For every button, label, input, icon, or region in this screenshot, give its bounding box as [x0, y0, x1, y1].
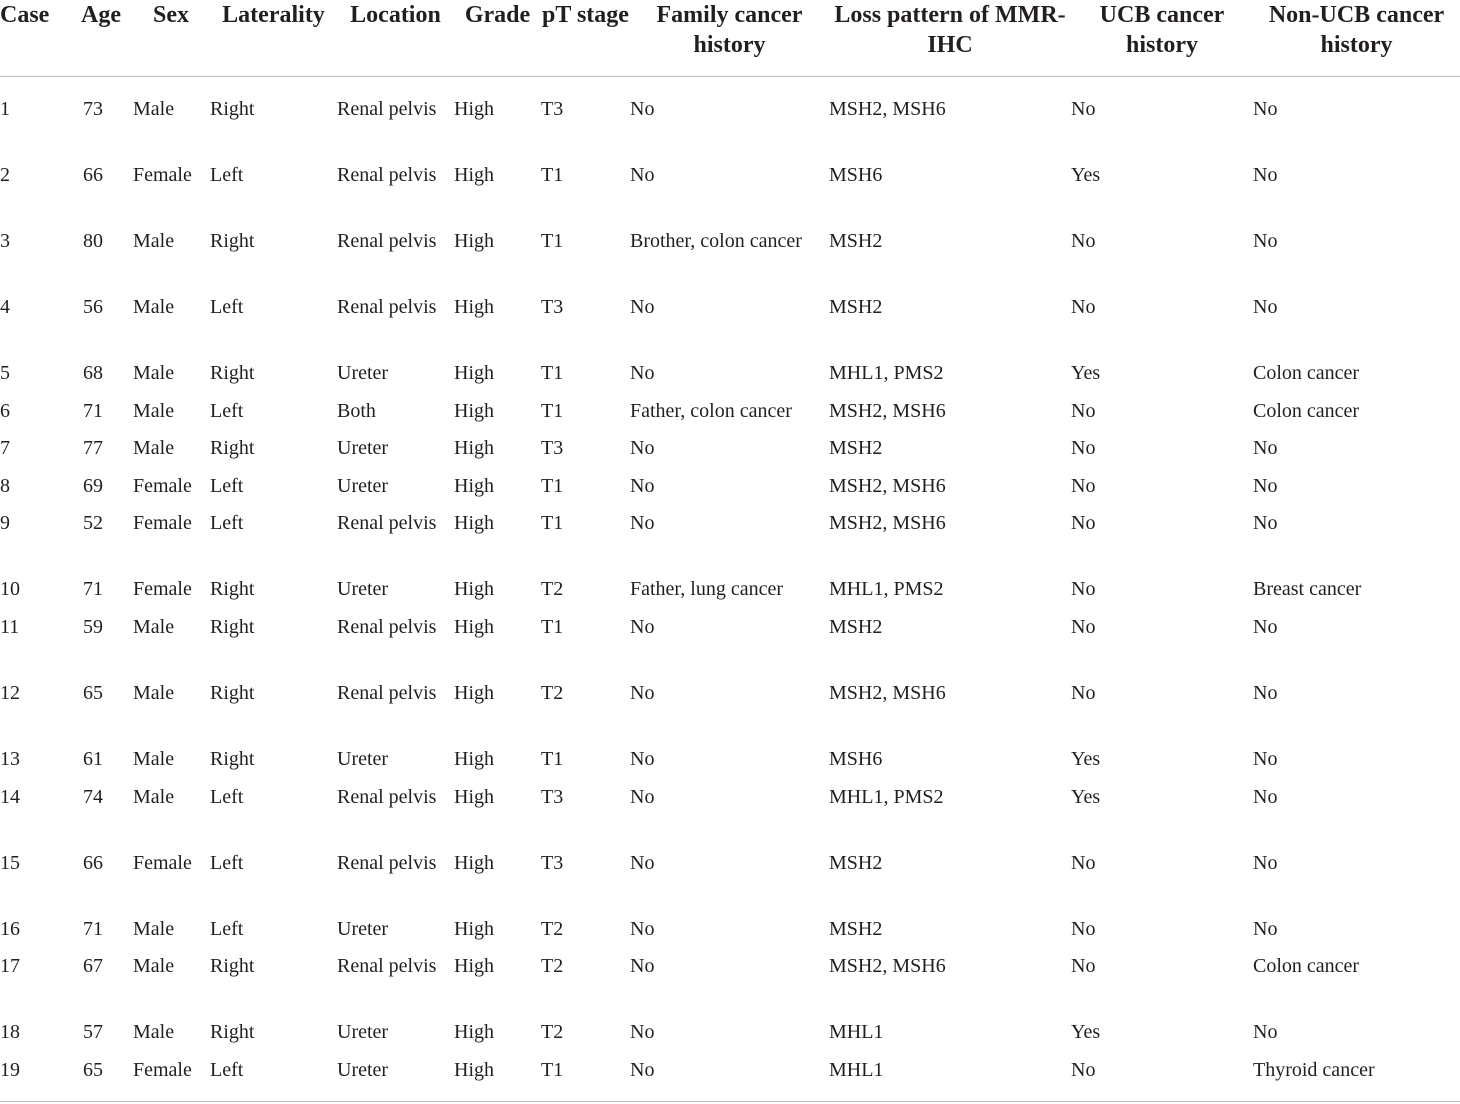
cell-pt-stage: T1: [541, 512, 564, 535]
cell-grade: High: [454, 474, 494, 497]
cell-case: 2: [0, 164, 10, 186]
cell-non-ucb-history: No: [1253, 437, 1278, 460]
cell-location: Ureter: [337, 578, 389, 601]
cell-grade: High: [454, 681, 494, 704]
cell-family-history: No: [630, 917, 655, 940]
cell-laterality: Left: [210, 296, 244, 318]
cell-location: Ureter: [337, 1021, 389, 1044]
cell-age: 52: [83, 512, 103, 535]
cell-family-history: No: [630, 1021, 655, 1044]
cell-laterality: Right: [210, 681, 255, 704]
cell-mmr-loss: MHL1, PMS2: [829, 362, 944, 384]
table-row: [0, 679, 1460, 745]
cell-case: 12: [0, 681, 20, 704]
table-row: [0, 77, 1460, 162]
cell-family-history: No: [630, 362, 655, 384]
cell-ucb-history: Yes: [1071, 747, 1101, 770]
cell-grade: High: [454, 512, 494, 535]
cell-pt-stage: T2: [541, 578, 564, 601]
cell-family-history: No: [630, 98, 655, 120]
header-location: Location: [337, 0, 454, 77]
cell-location: Renal pelvis: [337, 681, 437, 704]
cell-ucb-history: No: [1071, 955, 1096, 978]
cell-age: 77: [83, 437, 103, 460]
cell-family-history: No: [630, 296, 655, 318]
cell-case: 4: [0, 296, 10, 318]
cell-family-history: No: [630, 437, 655, 460]
cell-ucb-history: No: [1071, 578, 1096, 601]
cell-non-ucb-history: No: [1253, 98, 1278, 120]
cell-ucb-history: No: [1071, 437, 1096, 460]
cell-case: 11: [0, 615, 20, 638]
cell-location: Ureter: [337, 474, 389, 497]
cell-sex: Male: [133, 785, 175, 808]
cell-location: Renal pelvis: [337, 615, 437, 638]
cell-location: Ureter: [337, 917, 389, 940]
cell-non-ucb-history: Breast cancer: [1253, 578, 1362, 601]
table-row: [0, 397, 1460, 435]
cell-grade: High: [454, 747, 494, 770]
cell-age: 66: [83, 164, 103, 186]
cell-laterality: Right: [210, 747, 255, 770]
table-row: [0, 849, 1460, 915]
header-non-ucb-history: Non-UCB cancer history: [1253, 0, 1460, 77]
cell-sex: Female: [133, 474, 192, 497]
cell-case: 14: [0, 785, 20, 808]
cell-age: 69: [83, 474, 103, 497]
cell-sex: Female: [133, 512, 192, 535]
cell-non-ucb-history: No: [1253, 917, 1278, 940]
cell-sex: Male: [133, 917, 175, 940]
cell-age: 57: [83, 1021, 103, 1044]
cell-location: Ureter: [337, 747, 389, 770]
cell-grade: High: [454, 1058, 494, 1081]
cell-case: 7: [0, 437, 10, 460]
cell-location: Renal pelvis: [337, 98, 437, 120]
cell-sex: Male: [133, 681, 175, 704]
cell-pt-stage: T2: [541, 917, 564, 940]
cell-location: Renal pelvis: [337, 296, 437, 318]
header-age: Age: [70, 0, 132, 77]
cell-family-history: No: [630, 474, 655, 497]
cell-sex: Female: [133, 578, 192, 601]
cell-location: Renal pelvis: [337, 230, 437, 252]
cell-location: Renal pelvis: [337, 955, 437, 978]
cell-age: 61: [83, 747, 103, 770]
cell-sex: Male: [133, 955, 175, 978]
cell-location: Ureter: [337, 362, 389, 384]
cell-age: 65: [83, 681, 103, 704]
cell-ucb-history: No: [1071, 399, 1096, 422]
cell-mmr-loss: MSH2, MSH6: [829, 474, 946, 497]
cell-case: 5: [0, 362, 10, 384]
cell-ucb-history: No: [1071, 98, 1096, 120]
cell-grade: High: [454, 296, 494, 318]
cell-mmr-loss: MHL1: [829, 1058, 884, 1081]
cell-mmr-loss: MHL1: [829, 1021, 884, 1044]
cell-laterality: Right: [210, 1021, 255, 1044]
cell-ucb-history: No: [1071, 681, 1096, 704]
cell-grade: High: [454, 437, 494, 460]
cell-grade: High: [454, 851, 494, 874]
cell-non-ucb-history: No: [1253, 230, 1278, 252]
cell-pt-stage: T2: [541, 681, 564, 704]
header-case: Case: [0, 0, 70, 77]
header-sex: Sex: [132, 0, 210, 77]
cell-ucb-history: Yes: [1071, 164, 1101, 186]
cell-pt-stage: T2: [541, 1021, 564, 1044]
cell-pt-stage: T1: [541, 747, 564, 770]
cell-pt-stage: T1: [541, 615, 564, 638]
cell-non-ucb-history: Colon cancer: [1253, 955, 1360, 978]
table-row: [0, 472, 1460, 510]
cell-pt-stage: T1: [541, 164, 564, 186]
cell-location: Renal pelvis: [337, 785, 437, 808]
cell-case: 19: [0, 1058, 20, 1081]
cell-grade: High: [454, 98, 494, 120]
cell-sex: Male: [133, 1021, 175, 1044]
cell-laterality: Right: [210, 578, 255, 601]
cell-age: 73: [83, 98, 103, 120]
cell-grade: High: [454, 164, 494, 186]
cell-sex: Female: [133, 164, 192, 186]
cell-ucb-history: No: [1071, 917, 1096, 940]
cell-laterality: Right: [210, 230, 255, 252]
cell-sex: Male: [133, 437, 175, 460]
table-row: [0, 227, 1460, 293]
cell-pt-stage: T3: [541, 851, 564, 874]
cell-family-history: No: [630, 512, 655, 535]
cell-family-history: No: [630, 955, 655, 978]
cell-mmr-loss: MHL1, PMS2: [829, 578, 944, 601]
cell-pt-stage: T3: [541, 437, 564, 460]
cell-laterality: Right: [210, 362, 255, 384]
cell-mmr-loss: MSH2: [829, 296, 883, 318]
cell-mmr-loss: MSH2: [829, 851, 883, 874]
cell-grade: High: [454, 399, 494, 422]
cell-age: 71: [83, 578, 103, 601]
cell-family-history: No: [630, 1058, 655, 1081]
cell-laterality: Left: [210, 512, 244, 535]
cell-non-ucb-history: Colon cancer: [1253, 362, 1360, 384]
header-pt-stage: pT stage: [541, 0, 630, 77]
cell-sex: Male: [133, 615, 175, 638]
cell-mmr-loss: MSH2, MSH6: [829, 955, 946, 978]
cell-sex: Male: [133, 399, 175, 422]
cell-laterality: Left: [210, 164, 244, 186]
cell-pt-stage: T1: [541, 362, 564, 384]
cell-laterality: Left: [210, 917, 244, 940]
cell-sex: Female: [133, 851, 192, 874]
cell-age: 56: [83, 296, 103, 318]
cell-grade: High: [454, 955, 494, 978]
cell-family-history: Father, lung cancer: [630, 578, 784, 601]
cell-grade: High: [454, 578, 494, 601]
cell-mmr-loss: MSH2, MSH6: [829, 399, 946, 422]
cell-non-ucb-history: Colon cancer: [1253, 399, 1360, 422]
cell-ucb-history: No: [1071, 512, 1096, 535]
header-row: [0, 0, 1460, 77]
table-row: [0, 434, 1460, 472]
cell-sex: Male: [133, 296, 175, 318]
table-row: [0, 509, 1460, 575]
cell-grade: High: [454, 1021, 494, 1044]
cell-case: 17: [0, 955, 20, 978]
cell-non-ucb-history: Thyroid cancer: [1253, 1058, 1375, 1081]
table-row: [0, 613, 1460, 679]
table-row: [0, 783, 1460, 849]
cell-location: Ureter: [337, 1058, 389, 1081]
table-row: [0, 745, 1460, 783]
cell-sex: Male: [133, 747, 175, 770]
cell-mmr-loss: MSH2: [829, 230, 883, 252]
header-laterality: Laterality: [210, 0, 337, 77]
table-row: [0, 952, 1460, 1018]
cell-age: 68: [83, 362, 103, 384]
cell-ucb-history: Yes: [1071, 785, 1101, 808]
cell-family-history: Father, colon cancer: [630, 399, 792, 422]
header-family-history: Family cancer history: [630, 0, 829, 77]
cell-grade: High: [454, 230, 494, 252]
cell-family-history: No: [630, 785, 655, 808]
cell-location: Renal pelvis: [337, 851, 437, 874]
header-grade: Grade: [454, 0, 541, 77]
table-row: [0, 359, 1460, 397]
cell-mmr-loss: MHL1, PMS2: [829, 785, 944, 808]
cell-age: 71: [83, 917, 103, 940]
cell-age: 67: [83, 955, 103, 978]
cell-case: 10: [0, 578, 20, 601]
cell-case: 15: [0, 851, 20, 874]
cell-ucb-history: Yes: [1071, 362, 1101, 384]
cell-location: Both: [337, 399, 376, 422]
bottom-rule: [0, 1101, 1460, 1102]
cell-family-history: No: [630, 615, 655, 638]
cell-sex: Female: [133, 1058, 192, 1081]
cell-location: Ureter: [337, 437, 389, 460]
cell-pt-stage: T3: [541, 98, 564, 120]
table-row: [0, 915, 1460, 953]
cell-non-ucb-history: No: [1253, 296, 1278, 318]
table-row: [0, 161, 1460, 227]
cell-mmr-loss: MSH2: [829, 917, 883, 940]
cell-age: 71: [83, 399, 103, 422]
cell-ucb-history: No: [1071, 296, 1096, 318]
table-row: [0, 1018, 1460, 1056]
cell-grade: High: [454, 917, 494, 940]
cell-grade: High: [454, 362, 494, 384]
cell-family-history: No: [630, 164, 655, 186]
cell-sex: Male: [133, 98, 175, 120]
cell-grade: High: [454, 785, 494, 808]
cell-case: 3: [0, 230, 10, 252]
header-mmr-loss: Loss pattern of MMR-IHC: [829, 0, 1071, 77]
cell-family-history: No: [630, 681, 655, 704]
cell-non-ucb-history: No: [1253, 681, 1278, 704]
cell-ucb-history: No: [1071, 230, 1096, 252]
cell-pt-stage: T1: [541, 474, 564, 497]
cell-case: 1: [0, 98, 10, 120]
cell-laterality: Right: [210, 615, 255, 638]
cell-age: 66: [83, 851, 103, 874]
cell-laterality: Left: [210, 785, 244, 808]
cell-non-ucb-history: No: [1253, 747, 1278, 770]
cell-ucb-history: No: [1071, 851, 1096, 874]
cell-case: 9: [0, 512, 10, 535]
cell-laterality: Right: [210, 955, 255, 978]
cell-pt-stage: T1: [541, 1058, 564, 1081]
cell-non-ucb-history: No: [1253, 1021, 1278, 1044]
cell-mmr-loss: MSH6: [829, 747, 883, 770]
cell-family-history: No: [630, 747, 655, 770]
header-ucb-history: UCB cancer history: [1071, 0, 1253, 77]
table-row: [0, 293, 1460, 359]
cell-laterality: Left: [210, 1058, 244, 1081]
cell-family-history: No: [630, 851, 655, 874]
table-row: [0, 575, 1460, 613]
cell-age: 65: [83, 1058, 103, 1081]
cell-ucb-history: No: [1071, 1058, 1096, 1081]
cell-pt-stage: T3: [541, 296, 564, 318]
cell-family-history: Brother, colon cancer: [630, 230, 802, 252]
cell-ucb-history: Yes: [1071, 1021, 1101, 1044]
cell-laterality: Left: [210, 851, 244, 874]
cell-non-ucb-history: No: [1253, 474, 1278, 497]
cell-pt-stage: T2: [541, 955, 564, 978]
cell-laterality: Left: [210, 474, 244, 497]
cell-mmr-loss: MSH2, MSH6: [829, 98, 946, 120]
cell-mmr-loss: MSH2, MSH6: [829, 681, 946, 704]
cell-ucb-history: No: [1071, 615, 1096, 638]
cell-mmr-loss: MSH6: [829, 164, 883, 186]
cell-pt-stage: T3: [541, 785, 564, 808]
table-row: [0, 1056, 1460, 1094]
cell-non-ucb-history: No: [1253, 164, 1278, 186]
cell-laterality: Right: [210, 437, 255, 460]
cell-case: 6: [0, 399, 10, 422]
cell-ucb-history: No: [1071, 474, 1096, 497]
cell-age: 80: [83, 230, 103, 252]
cell-case: 8: [0, 474, 10, 497]
cell-mmr-loss: MSH2, MSH6: [829, 512, 946, 535]
cell-mmr-loss: MSH2: [829, 437, 883, 460]
cell-non-ucb-history: No: [1253, 615, 1278, 638]
cell-non-ucb-history: No: [1253, 785, 1278, 808]
cell-case: 13: [0, 747, 20, 770]
cell-age: 59: [83, 615, 103, 638]
cell-location: Renal pelvis: [337, 164, 437, 186]
table-body: [0, 77, 1460, 1094]
cell-laterality: Right: [210, 98, 255, 120]
cell-case: 18: [0, 1021, 20, 1044]
cell-sex: Male: [133, 362, 175, 384]
cell-pt-stage: T1: [541, 230, 564, 252]
cell-location: Renal pelvis: [337, 512, 437, 535]
cell-case: 16: [0, 917, 20, 940]
cell-non-ucb-history: No: [1253, 851, 1278, 874]
cell-non-ucb-history: No: [1253, 512, 1278, 535]
cell-grade: High: [454, 615, 494, 638]
cell-sex: Male: [133, 230, 175, 252]
cell-pt-stage: T1: [541, 399, 564, 422]
cell-mmr-loss: MSH2: [829, 615, 883, 638]
cell-laterality: Left: [210, 399, 244, 422]
cell-age: 74: [83, 785, 103, 808]
